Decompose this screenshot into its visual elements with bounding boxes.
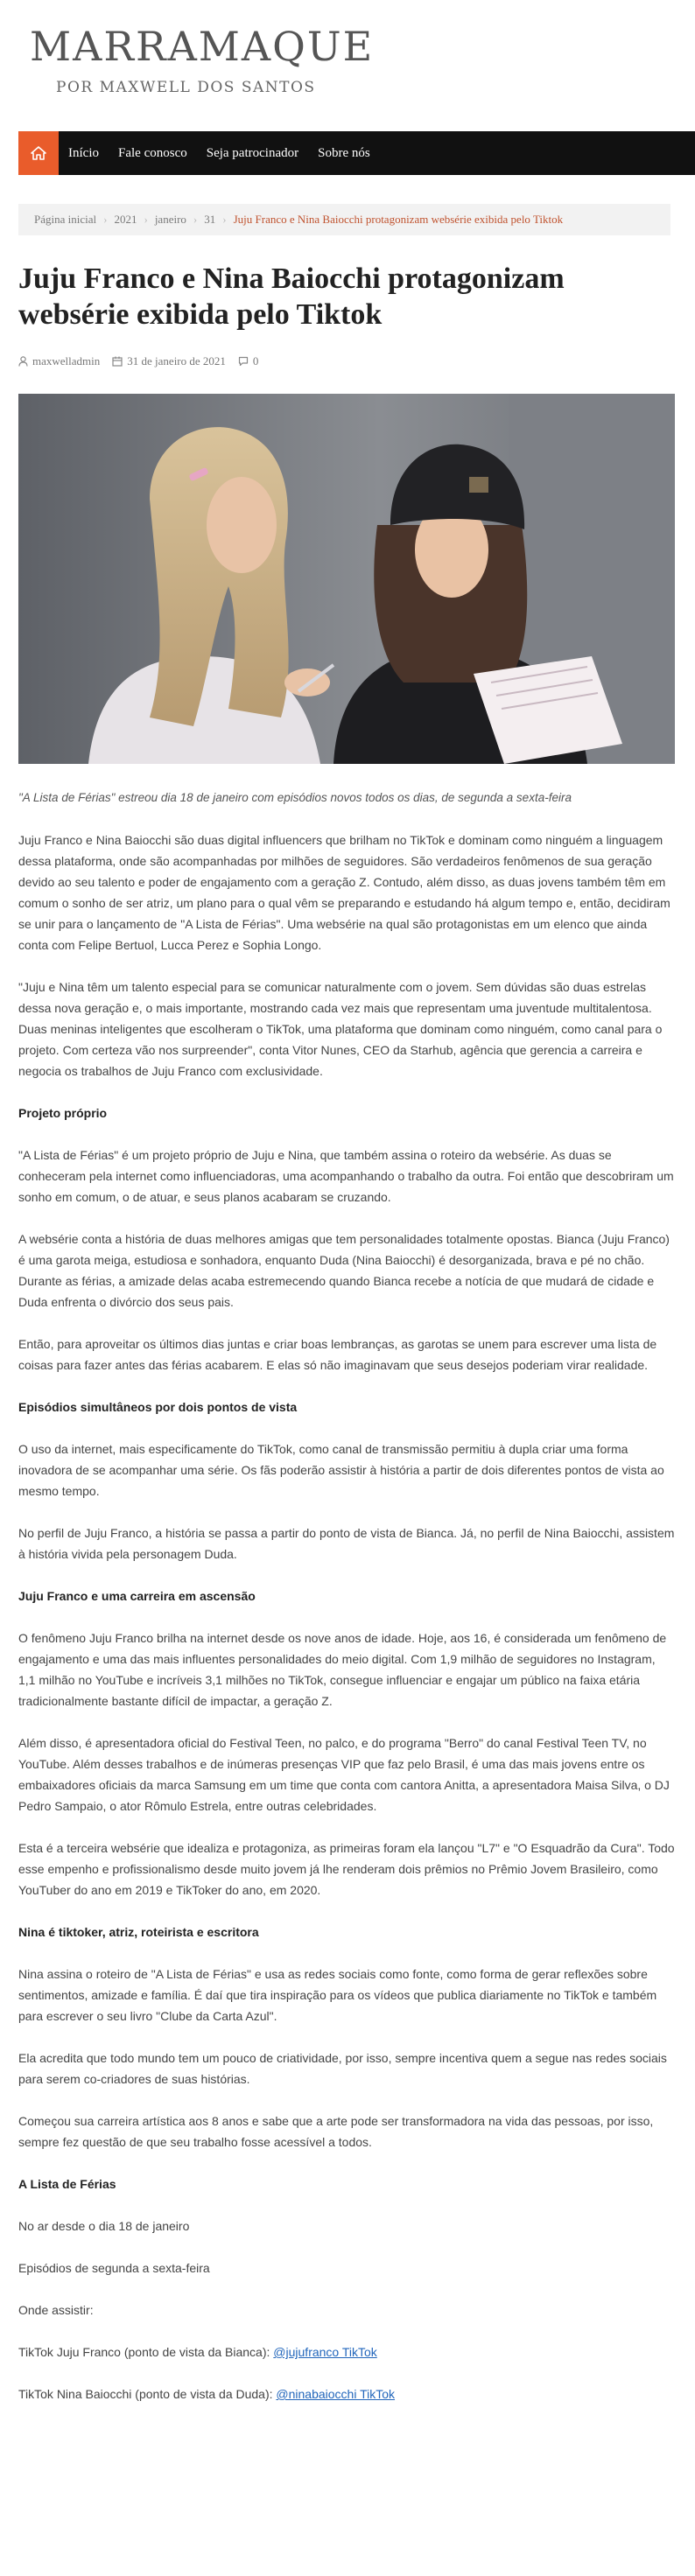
juju-tiktok-link[interactable]: @jujufranco TikTok — [273, 2345, 377, 2359]
article-paragraph: O fenômeno Juju Franco brilha na internet desde os nove anos de idade. Hoje, aos 16, é considerada um fenômeno de engajamento e uma das mais influentes personalidades do meio digital. Com 1,9 milhão de seguidores no Instagram, 1,1 milhão no YouTube e incríveis 3,1 milhões no TikTok, consegue influenciar e engajar um público na faixa etária tradicionalmente bastante difícil de impactar, a geração Z. — [18, 1631, 667, 1708]
post-author[interactable] — [18, 354, 100, 368]
info-line-text: TikTok Nina Baiocchi (ponto de vista da Duda): — [18, 2387, 277, 2401]
section-heading-episodios: Episódios simultâneos por dois pontos de vista — [18, 1400, 298, 1414]
article-paragraph: Então, para aproveitar os últimos dias juntas e criar boas lembranças, as garotas se unem para escrever uma lista de coisas para fazer antes das férias acabarem. E elas só não imaginavam que seus desejos poderiam virar realidade. — [18, 1337, 657, 1372]
article-paragraph: Começou sua carreira artística aos 8 anos e sabe que a arte pode ser transformadora na vida das pessoas, por isso, sempre fez questão de que seu trabalho fosse acessível a todos. — [18, 2114, 654, 2149]
home-icon — [31, 146, 46, 160]
breadcrumb-month[interactable]: janeiro — [154, 213, 186, 226]
breadcrumb-separator: › — [193, 213, 198, 226]
info-line-juju — [18, 2342, 675, 2362]
main-navigation — [18, 131, 695, 175]
breadcrumb-current: Juju Franco e Nina Baiocchi protagonizam websérie exibida pelo Tiktok — [233, 213, 564, 226]
info-line: Episódios de segunda a sexta-feira — [18, 2261, 210, 2275]
site-header — [0, 0, 695, 131]
article-paragraph: Além disso, é apresentadora oficial do Festival Teen, no palco, e do programa "Berro" do canal Festival Teen TV, no YouTube. Além desses trabalhos e de inúmeras presenças VIP que faz pelo Brasil, é uma das mais jovens entre os embaixadores oficiais da marca Samsung em um time que conta com cantora Anitta, a apresentadora Maisa Silva, o DJ Pedro Sampaio, o ator Rômulo Estrela, entre outras celebridades. — [18, 1736, 670, 1813]
post-comments[interactable] — [238, 354, 259, 368]
nav-item-fale-conosco[interactable]: Fale conosco — [118, 146, 187, 160]
calendar-icon — [112, 356, 123, 367]
user-icon — [18, 356, 28, 367]
post-featured-image — [18, 394, 675, 764]
post-title: Juju Franco e Nina Baiocchi protagonizam websérie exibida pelo Tiktok — [18, 262, 565, 331]
info-line-nina — [18, 2384, 675, 2404]
article-body — [18, 830, 675, 2426]
comment-icon — [238, 356, 249, 367]
info-line: Onde assistir: — [18, 2303, 94, 2317]
article-paragraph: Ela acredita que todo mundo tem um pouco de criatividade, por isso, sempre incentiva quem a segue nas redes sociais para serem co-criadores de suas histórias. — [18, 2051, 667, 2086]
site-logo-title[interactable]: MARRAMAQUE — [30, 23, 375, 70]
article-paragraph: A websérie conta a história de duas melhores amigas que tem personalidades totalmente opostas. Bianca (Juju Franco) é uma garota meiga, estudiosa e sonhadora, enquanto Duda (Nina Baiocchi) é desorganizada, brava e pé no chão. Durante as férias, a amizade delas acaba estremecendo quando Bianca recebe a notícia de que mudará de cidade e Duda enfrenta o divórcio dos seus pais. — [18, 1232, 670, 1309]
nav-item-seja-patrocinador[interactable]: Seja patrocinador — [206, 146, 299, 160]
breadcrumb-year[interactable]: 2021 — [114, 213, 137, 226]
nav-home-button[interactable] — [18, 131, 59, 175]
article-paragraph: Esta é a terceira websérie que idealiza e protagoniza, as primeiras foram ela lançou "L7" e "O Esquadrão da Cura". Todo esse empenho e profissionalismo desde muito jovem já lhe renderam dois prêmios no Prêmio Jovem Brasileiro, como YouTuber do ano em 2019 e TikToker do ano, em 2020. — [18, 1841, 675, 1897]
article-paragraph: O uso da internet, mais especificamente do TikTok, como canal de transmissão permitiu à dupla criar uma forma inovadora de se acompanhar uma série. Os fãs poderão assistir à história a partir de dois diferentes pontos de vista ao mesmo tempo. — [18, 1442, 664, 1498]
info-line: No ar desde o dia 18 de janeiro — [18, 2219, 190, 2233]
post-date-text: 31 de janeiro de 2021 — [127, 354, 226, 368]
post-author-name: maxwelladmin — [32, 354, 101, 368]
featured-photo-illustration — [18, 394, 675, 764]
post-date[interactable] — [112, 354, 226, 368]
article-paragraph: "Juju e Nina têm um talento especial para se comunicar naturalmente com o jovem. Sem dúvidas são duas estrelas dessa nova geração e, o mais importante, mostrando cada vez mais que representam uma juventude multitalentosa. Duas meninas inteligentes que escolheram o TikTok, uma plataforma que dominam como ninguém, como canal para o projeto. Com certeza vão nos surpreender", conta Vitor Nunes, CEO da Starhub, agência que gerencia a carreira e negocia os trabalhos de Juju Franco com exclusividade. — [18, 980, 663, 1078]
article-paragraph: "A Lista de Férias" é um projeto próprio de Juju e Nina, que também assina o roteiro da websérie. As duas se conheceram pela internet como influenciadoras, uma acompanhando o trabalho da outra. Foi então que descobriram um sonho em comum, o de atuar, e seus planos acabaram se cruzando. — [18, 1148, 674, 1204]
breadcrumb-separator: › — [103, 213, 108, 226]
section-heading-nina: Nina é tiktoker, atriz, roteirista e escritora — [18, 1925, 259, 1939]
article-paragraph: No perfil de Juju Franco, a história se passa a partir do ponto de vista de Bianca. Já, no perfil de Nina Baiocchi, assistem à história vivida pela personagem Duda. — [18, 1526, 675, 1561]
post-comments-count: 0 — [252, 354, 259, 368]
breadcrumb — [18, 204, 670, 235]
nina-tiktok-link[interactable]: @ninabaiocchi TikTok — [276, 2387, 396, 2401]
breadcrumb-home[interactable]: Página inicial — [34, 213, 97, 226]
info-line-text: TikTok Juju Franco (ponto de vista da Bianca): — [18, 2345, 274, 2359]
nav-item-inicio[interactable]: Início — [68, 146, 99, 160]
breadcrumb-day[interactable]: 31 — [204, 213, 216, 226]
nav-item-sobre-nos[interactable]: Sobre nós — [318, 146, 370, 160]
breadcrumb-separator: › — [144, 213, 148, 226]
article-paragraph: Nina assina o roteiro de "A Lista de Férias" e usa as redes sociais como fonte, como forma de gerar reflexões sobre sentimentos, amizade e família. É daí que tira inspiração para os vídeos que publica diariamente no TikTok e também para escrever o seu livro "Clube da Carta Azul". — [18, 1967, 657, 2023]
site-logo-subtitle: POR MAXWELL DOS SANTOS — [56, 79, 316, 96]
breadcrumb-separator: › — [222, 213, 227, 226]
section-heading-lista: A Lista de Férias — [18, 2177, 116, 2191]
article-paragraph: Juju Franco e Nina Baiocchi são duas digital influencers que brilham no TikTok e dominam como ninguém a linguagem dessa plataforma, onde são acompanhadas por milhões de seguidores. São verdadeiros fenômenos de sua geração devido ao seu talento e poder de engajamento com a geração Z. Contudo, além disso, as duas jovens também têm em comum o sonho de ser atriz, um plano para o qual vêm se preparando e estudando há algum tempo e, então, decidiram se unir para o lançamento de "A Lista de Férias". Uma websérie na qual são protagonistas em um elenco que ainda conta com Felipe Bertuol, Lucca Perez e Sophia Longo. — [18, 833, 670, 952]
post-meta — [18, 354, 270, 368]
image-caption: "A Lista de Férias" estreou dia 18 de janeiro com episódios novos todos os dias, de segunda a sexta-feira — [18, 791, 572, 804]
section-heading-projeto: Projeto próprio — [18, 1106, 108, 1120]
section-heading-carreira: Juju Franco e uma carreira em ascensão — [18, 1589, 256, 1603]
